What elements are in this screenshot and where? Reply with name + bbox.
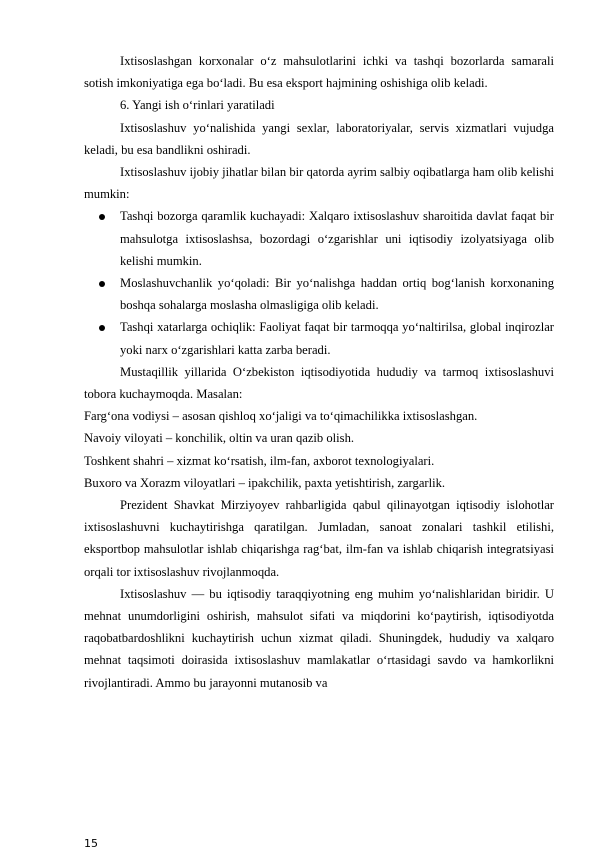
paragraph-export: Ixtisoslashgan korxonalar o‘z mahsulotlarini ichki va tashqi bozorlarda samarali sotish imkoniyatiga ega bo‘ladi. Bu esa eksport hajmining oshishiga olib keladi. <box>84 54 554 91</box>
paragraph-employment: Ixtisoslashuv yo‘nalishida yangi sexlar, laboratoriyalar, servis xizmatlari vujudga keladi, bu esa bandlikni oshiradi. <box>84 120 554 157</box>
bullet-icon <box>99 214 105 220</box>
paragraph-negative-consequences: Ixtisoslashuv ijobiy jihatlar bilan bir qatorda ayrim salbiy oqibatlarga ham olib kelishi mumkin: <box>84 165 554 202</box>
list-item-text: Tashqi xatarlarga ochiqlik: Faoliyat faqat bir tarmoqqa yo‘naltirilsa, global inqirozlar yoki narx o‘zgarishlari katta zarba beradi. <box>120 320 554 357</box>
region-tashkent: Toshkent shahri – xizmat ko‘rsatish, ilm-fan, axborot texnologiyalari. <box>84 453 435 468</box>
paragraph-conclusion: Ixtisoslashuv — bu iqtisodiy taraqqiyotning eng muhim yo‘nalishlaridan biridir. U mehnat unumdorligini oshirish, mahsulot sifati va miqdorini ko‘paytirish, iqtisodiyotda raqobatbardoshlikni kuchaytirish uchun xizmat qiladi. Shuningdek, hududiy va xalqaro mehnat taqsimoti doirasida ixtisoslashuv mamlakatlar o‘rtasidagi savdo va hamkorlikni rivojlantiradi. Ammo bu jarayonni mutanosib va <box>84 586 554 690</box>
region-fergana: Farg‘ona vodiysi – asosan qishloq xo‘jaligi va to‘qimachilikka ixtisoslashgan. <box>84 409 478 424</box>
bullet-icon <box>99 281 105 287</box>
region-bukhara-khorezm: Buxoro va Xorazm viloyatlari – ipakchilik, paxta yetishtirish, zargarlik. <box>84 475 446 490</box>
list-item <box>120 205 554 272</box>
list-item-text: Moslashuvchanlik yo‘qoladi: Bir yo‘nalishga haddan ortiq bog‘lanish korxonaning boshqa sohalarga moslasha olmasligiga olib keladi. <box>120 276 554 313</box>
page-number: 15 <box>84 837 98 850</box>
paragraph-uzbekistan: Mustaqillik yillarida O‘zbekiston iqtisodiyotida hududiy va tarmoq ixtisoslashuvi tobora kuchaymoqda. Masalan: <box>84 364 554 402</box>
paragraph-reforms: Prezident Shavkat Mirziyoyev rahbarligida qabul qilinayotgan iqtisodiy islohotlar ixtisoslashuvni kuchaytirishga qaratilgan. Jumladan, sanoat zonalari tashkil etilishi, eksportbop mahsulotlar ishlab chiqarishga rag‘bat, ilm-fan va ishlab chiqarish integratsiyasi orqali tor ixtisoslashuv rivojlanmoqda. <box>84 498 554 579</box>
bullet-list <box>84 205 554 360</box>
region-navoiy: Navoiy viloyati – konchilik, oltin va uran qazib olish. <box>84 431 355 446</box>
list-item <box>120 316 554 360</box>
list-item <box>120 272 554 316</box>
bullet-icon <box>99 325 105 331</box>
heading-new-jobs: 6. Yangi ish o‘rinlari yaratiladi <box>120 98 275 113</box>
list-item-text: Tashqi bozorga qaramlik kuchayadi: Xalqaro ixtisoslashuv sharoitida davlat faqat bir mahsulotga ixtisoslashsa, bozordagi o‘zgarishlar uni iqtisodiy izolyatsiyaga olib kelishi mumkin. <box>120 209 554 268</box>
document-page <box>84 50 554 694</box>
